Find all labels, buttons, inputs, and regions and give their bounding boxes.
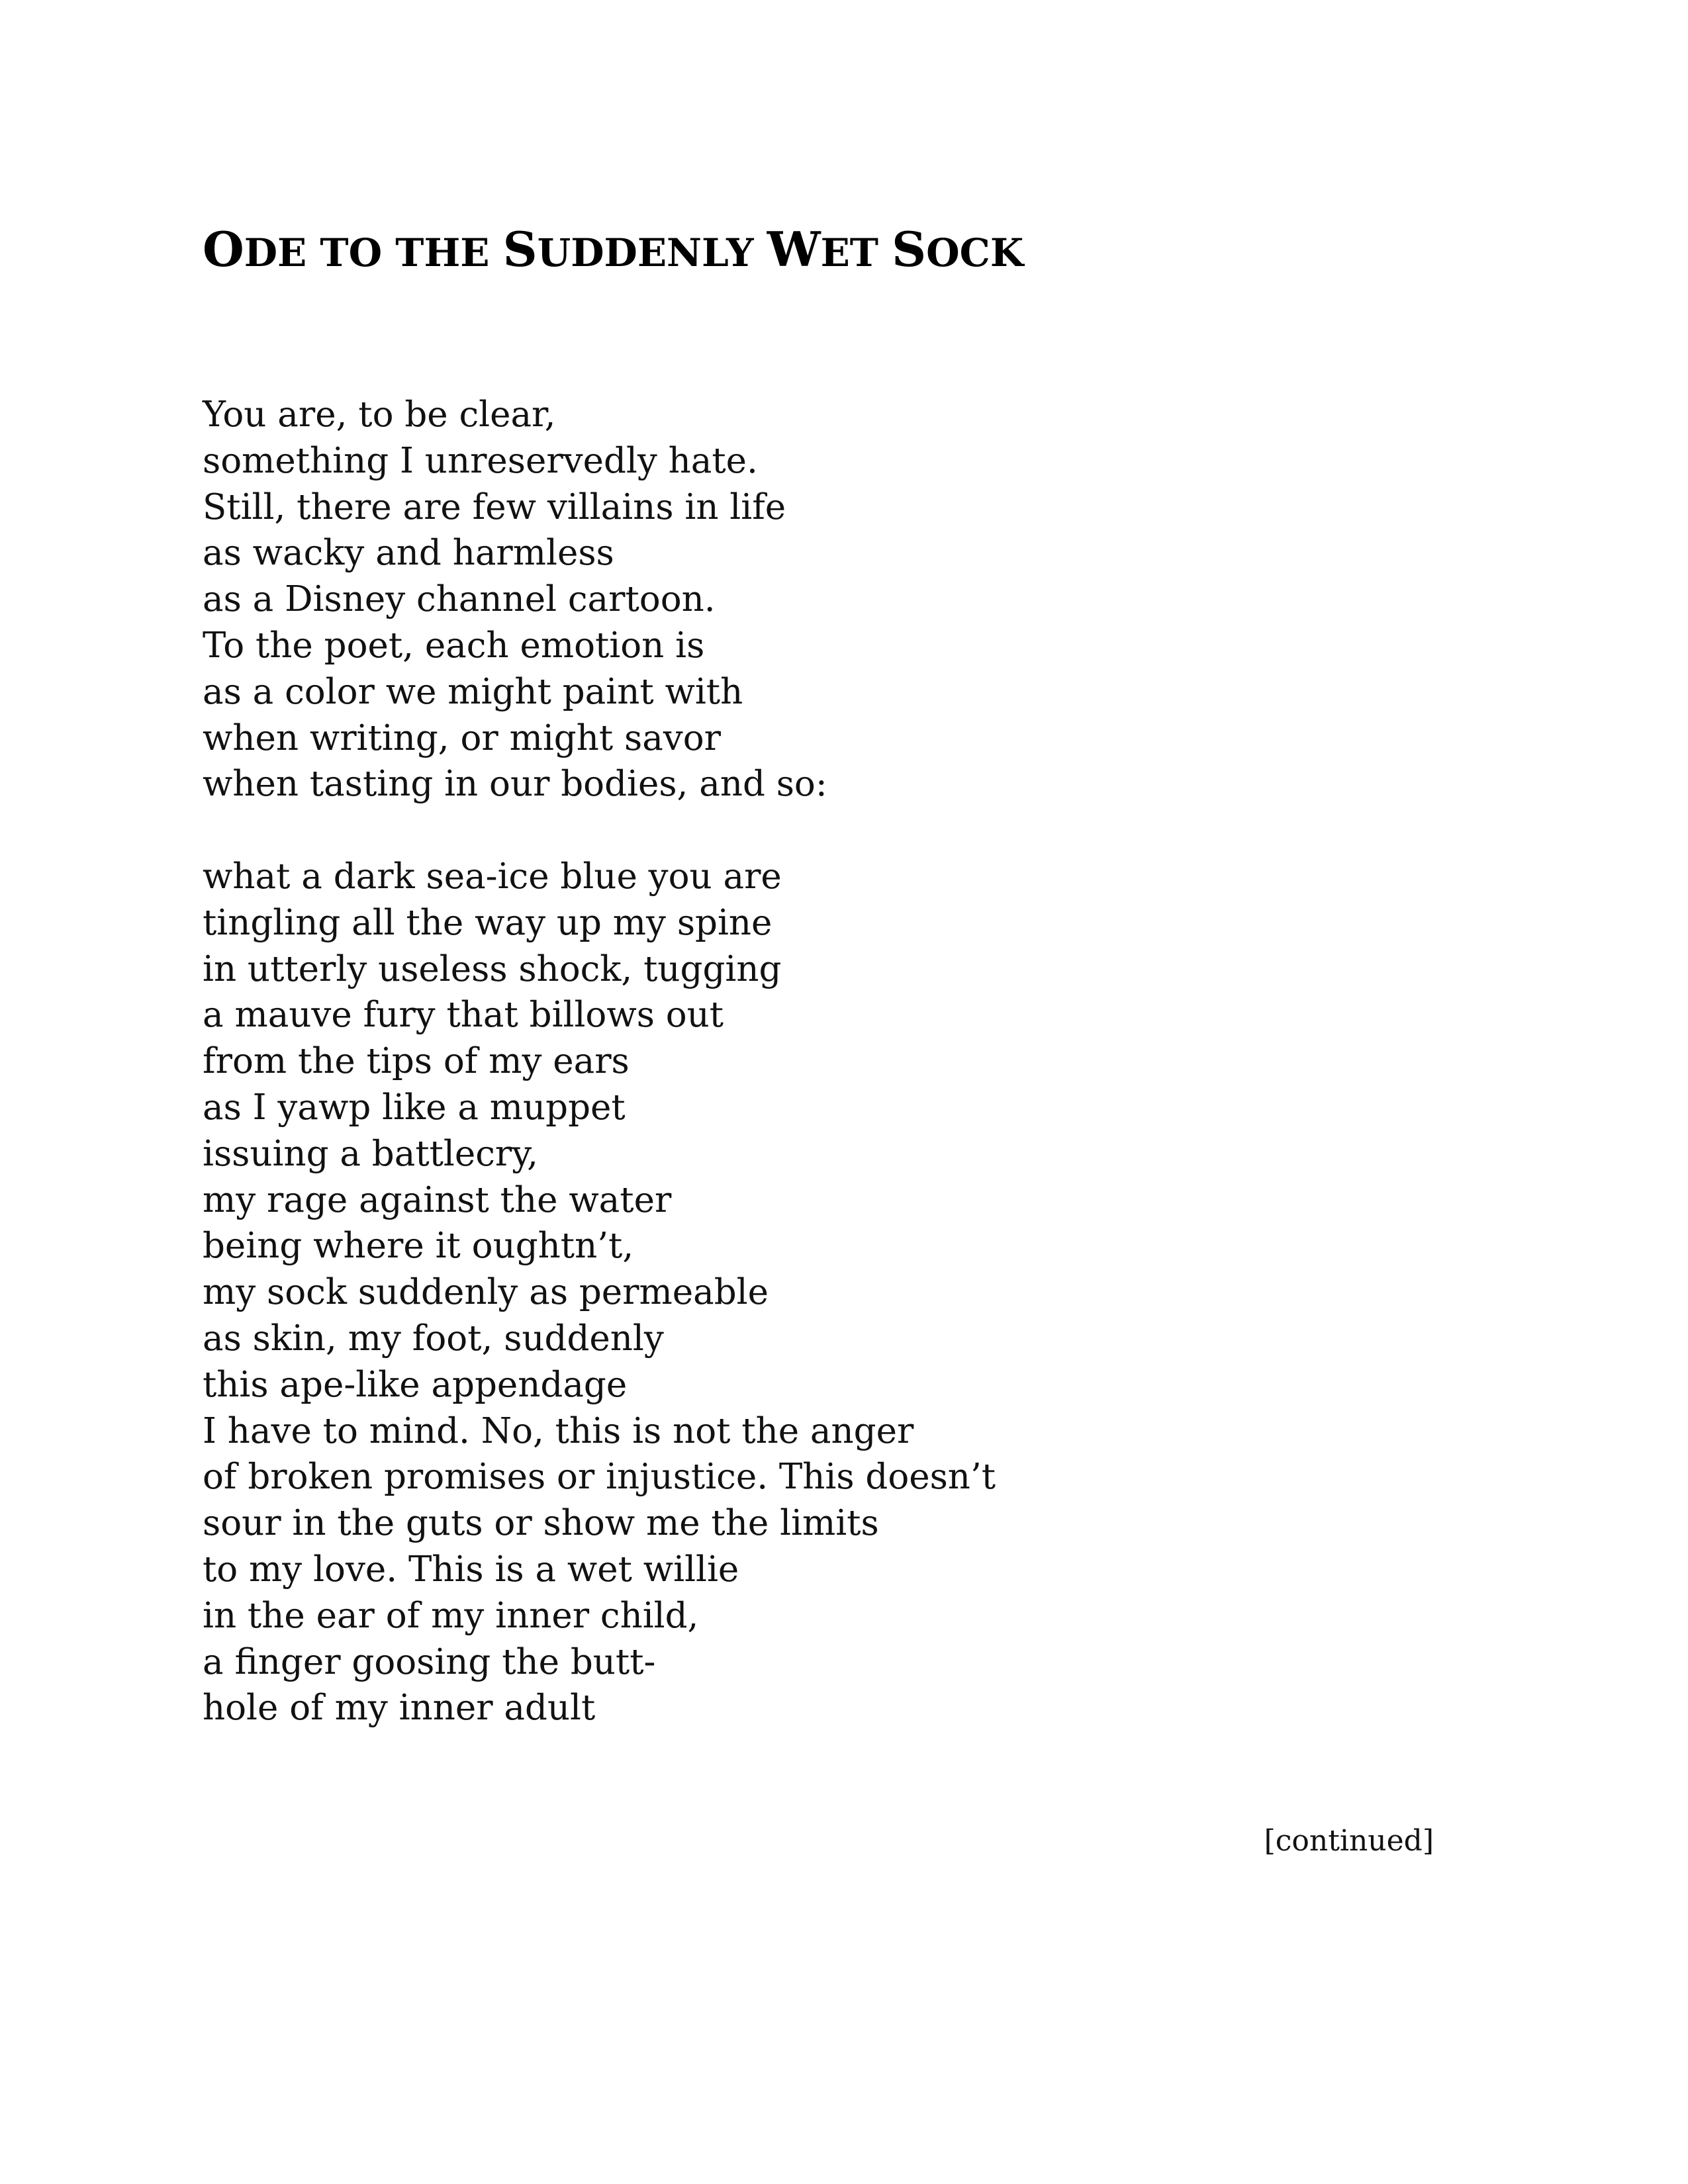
poem-line: of broken promises or injustice. This doesn’t <box>203 1457 996 1498</box>
poem-line: when tasting in our bodies, and so: <box>203 764 827 805</box>
poem-title <box>203 222 1023 281</box>
poem-line: issuing a battlecry, <box>203 1133 538 1174</box>
poem-line: in the ear of my inner child, <box>203 1595 699 1636</box>
poem-line: You are, to be clear, <box>203 394 556 435</box>
poem-line: hole of my inner adult <box>203 1688 596 1729</box>
poem-line: Still, there are few villains in life <box>203 486 786 527</box>
poem-line: To the poet, each emotion is <box>203 625 705 666</box>
title-word-1: ODE TO THE <box>203 221 503 277</box>
stanza-2 <box>203 854 996 1731</box>
poem-line: I have to mind. No, this is not the anger <box>203 1410 914 1451</box>
poem-line: this ape-like appendage <box>203 1364 628 1405</box>
poem-line: my rage against the water <box>203 1179 672 1220</box>
poem-line: what a dark sea-ice blue you are <box>203 856 782 897</box>
poem-line: tingling all the way up my spine <box>203 902 773 943</box>
poem-line: sour in the guts or show me the limits <box>203 1503 879 1544</box>
poem-line: a mauve fury that billows out <box>203 995 724 1036</box>
poem-line: my sock suddenly as permeable <box>203 1272 769 1313</box>
poem-line: as wacky and harmless <box>203 533 614 574</box>
poem-line: being where it oughtn’t, <box>203 1226 634 1267</box>
poem-line: something I unreservedly hate. <box>203 440 758 481</box>
stanza-1 <box>203 392 827 807</box>
poem-line: as a color we might paint with <box>203 671 743 712</box>
title-word-2: SUDDENLY <box>502 221 767 277</box>
poem-line: a finger goosing the butt- <box>203 1641 656 1682</box>
poem-line: when writing, or might savor <box>203 717 721 758</box>
title-word-3: WET <box>767 221 892 277</box>
poem-line: to my love. This is a wet willie <box>203 1549 739 1590</box>
poem-line: in utterly useless shock, tugging <box>203 948 782 989</box>
poem-line: as I yawp like a muppet <box>203 1087 626 1128</box>
title-word-4: SOCK <box>892 221 1024 277</box>
poem-line: from the tips of my ears <box>203 1041 630 1082</box>
poem-line: as a Disney channel cartoon. <box>203 579 716 620</box>
continued-label: [continued] <box>1264 1824 1434 1858</box>
poem-line: as skin, my foot, suddenly <box>203 1318 664 1359</box>
